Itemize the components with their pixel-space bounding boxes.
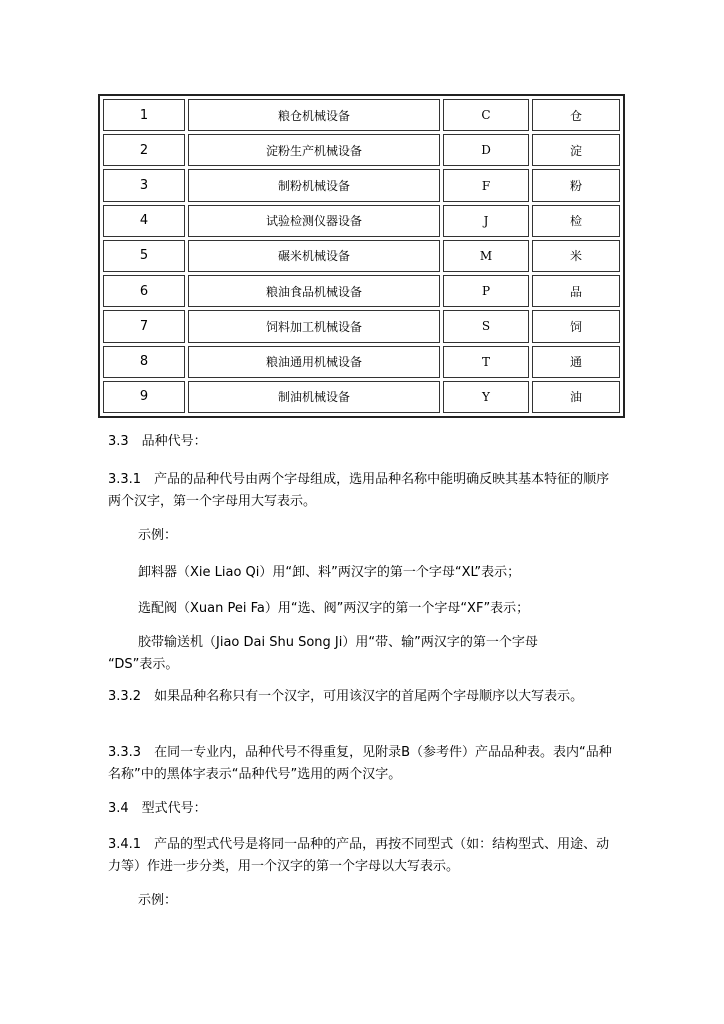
example-label-2: 示例： bbox=[138, 893, 178, 908]
code-character: 品 bbox=[532, 275, 620, 307]
letter-code: F bbox=[443, 169, 529, 201]
row-number: 3 bbox=[103, 169, 185, 201]
letter-code: M bbox=[443, 240, 529, 272]
table-row bbox=[103, 99, 620, 131]
letter-code: D bbox=[443, 134, 529, 166]
paragraph-3-3-2: 3.3.2 如果品种名称只有一个汉字，可用该汉字的首尾两个字母顺序以大写表示。 bbox=[108, 689, 584, 704]
table-row bbox=[103, 169, 620, 201]
row-number: 4 bbox=[103, 205, 185, 237]
equipment-name: 饲料加工机械设备 bbox=[188, 310, 440, 342]
code-character: 饲 bbox=[532, 310, 620, 342]
code-character: 粉 bbox=[532, 169, 620, 201]
letter-code: P bbox=[443, 275, 529, 307]
paragraph-3-4-1: 3.4.1 产品的型式代号是将同一品种的产品，再按不同型式（如：结构型式、用途、动力等）作进一步分类，用一个汉字的第一个字母以大写表示。 bbox=[108, 837, 610, 874]
equipment-name: 粮油通用机械设备 bbox=[188, 346, 440, 378]
equipment-name: 制油机械设备 bbox=[188, 381, 440, 413]
table-row bbox=[103, 134, 620, 166]
row-number: 6 bbox=[103, 275, 185, 307]
code-character: 米 bbox=[532, 240, 620, 272]
table-row bbox=[103, 205, 620, 237]
example-line-c: 胶带输送机（Jiao Dai Shu Song Ji）用“带、输”两汉字的第一个字母 bbox=[138, 635, 538, 650]
category-table bbox=[98, 94, 625, 418]
example-line-b: 选配阀（Xuan Pei Fa）用“选、阀”两汉字的第一个字母“XF”表示； bbox=[138, 601, 530, 616]
table-row bbox=[103, 381, 620, 413]
code-character: 油 bbox=[532, 381, 620, 413]
table-row bbox=[103, 275, 620, 307]
letter-code: T bbox=[443, 346, 529, 378]
letter-code: C bbox=[443, 99, 529, 131]
code-character: 淀 bbox=[532, 134, 620, 166]
equipment-name: 粮仓机械设备 bbox=[188, 99, 440, 131]
row-number: 9 bbox=[103, 381, 185, 413]
example-label-1: 示例： bbox=[138, 528, 178, 543]
row-number: 2 bbox=[103, 134, 185, 166]
table-row bbox=[103, 240, 620, 272]
letter-code: Y bbox=[443, 381, 529, 413]
heading-3-3: 3.3 品种代号： bbox=[108, 434, 207, 449]
category-table-body bbox=[103, 99, 620, 413]
heading-3-4: 3.4 型式代号： bbox=[108, 801, 207, 816]
table-row bbox=[103, 310, 620, 342]
example-line-c-cont: “DS”表示。 bbox=[108, 657, 179, 672]
equipment-name: 碾米机械设备 bbox=[188, 240, 440, 272]
table-row bbox=[103, 346, 620, 378]
equipment-name: 制粉机械设备 bbox=[188, 169, 440, 201]
code-character: 通 bbox=[532, 346, 620, 378]
code-character: 检 bbox=[532, 205, 620, 237]
equipment-name: 试验检测仪器设备 bbox=[188, 205, 440, 237]
paragraph-3-3-1: 3.3.1 产品的品种代号由两个字母组成，选用品种名称中能明确反映其基本特征的顺序两个汉字，第一个字母用大写表示。 bbox=[108, 472, 610, 509]
row-number: 5 bbox=[103, 240, 185, 272]
paragraph-3-3-3: 3.3.3 在同一专业内，品种代号不得重复，见附录B（参考件）产品品种表。表内“品种名称”中的黑体字表示“品种代号”选用的两个汉字。 bbox=[108, 745, 612, 782]
example-line-a: 卸料器（Xie Liao Qi）用“卸、料”两汉字的第一个字母“XL”表示； bbox=[138, 565, 521, 580]
letter-code: S bbox=[443, 310, 529, 342]
equipment-name: 粮油食品机械设备 bbox=[188, 275, 440, 307]
row-number: 1 bbox=[103, 99, 185, 131]
row-number: 8 bbox=[103, 346, 185, 378]
letter-code: J bbox=[443, 205, 529, 237]
code-character: 仓 bbox=[532, 99, 620, 131]
equipment-name: 淀粉生产机械设备 bbox=[188, 134, 440, 166]
row-number: 7 bbox=[103, 310, 185, 342]
